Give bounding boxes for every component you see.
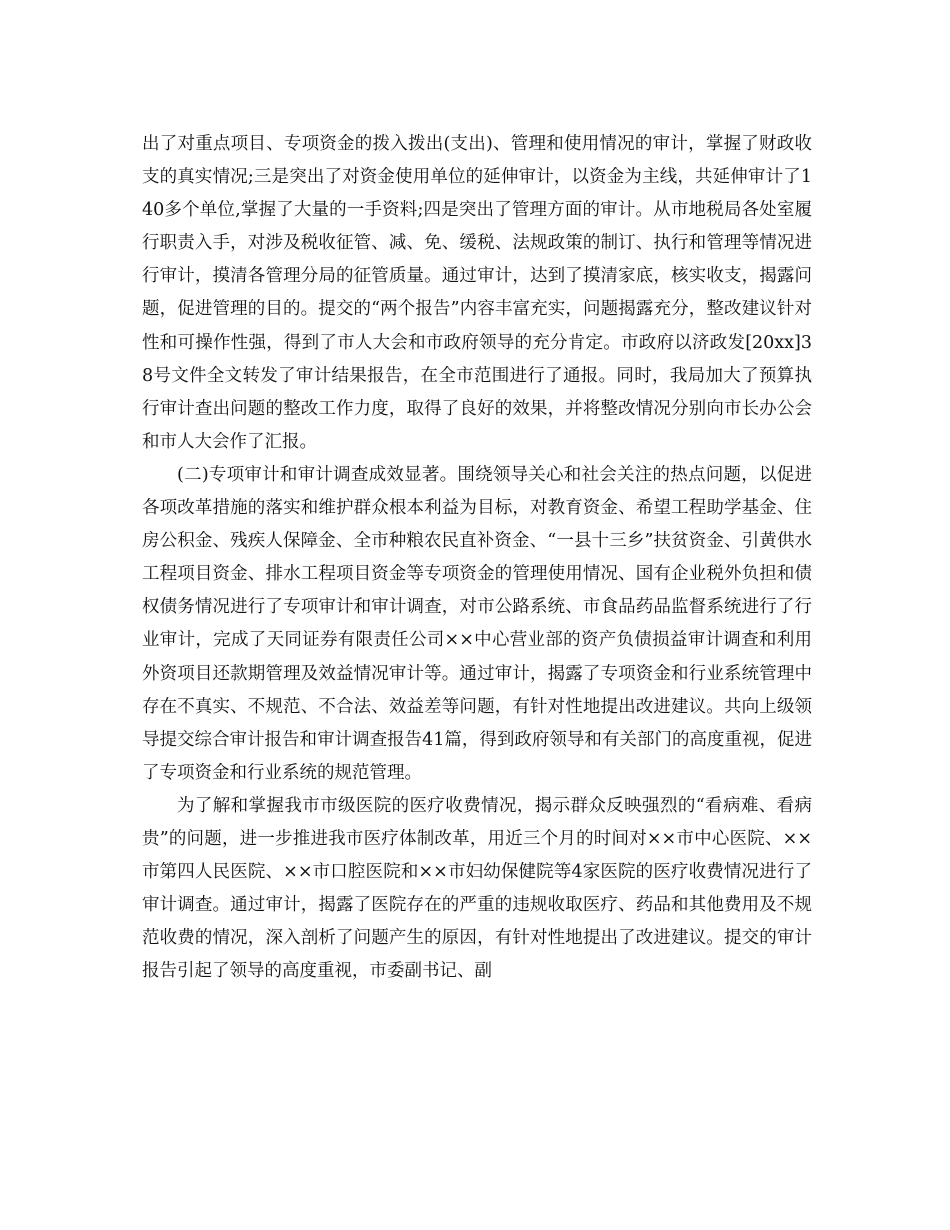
document-body [142, 128, 812, 988]
paragraph-continuation: 出了对重点项目、专项资金的拨入拨出(支出)、管理和使用情况的审计，掌握了财政收支的真实情况;三是突出了对资金使用单位的延伸审计，以资金为主线，共延伸审计了140多个单位,掌握了大量的一手资料;四是突出了管理方面的审计。从市地税局各处室履行职责入手，对涉及税收征管、减、免、缓税、法规政策的制订、执行和管理等情况进行审计，摸清各管理分局的征管质量。通过审计，达到了摸清家底，核实收支，揭露问题，促进管理的目的。提交的“两个报告”内容丰富充实，问题揭露充分，整改建议针对性和可操作性强，得到了市人大会和市政府领导的充分肯定。市政府以济政发[20xx]38号文件全文转发了审计结果报告，在全市范围进行了通报。同时，我局加大了预算执行审计查出问题的整改工作力度，取得了良好的效果，并将整改情况分别向市长办公会和市人大会作了汇报。 [142, 134, 812, 452]
paragraph-special-audit: (二)专项审计和审计调查成效显著。围绕领导关心和社会关注的热点问题，以促进各项改革措施的落实和维护群众根本利益为目标，对教育资金、希望工程助学基金、住房公积金、残疾人保障金、全市种粮农民直补资金、“一县十三乡”扶贫资金、引黄供水工程项目资金、排水工程项目资金等专项资金的管理使用情况、国有企业税外负担和债权债务情况进行了专项审计和审计调查，对市公路系统、市食品药品监督系统进行了行业审计，完成了天同证券有限责任公司××中心营业部的资产负债损益审计调查和利用外资项目还款期管理及效益情况审计等。通过审计，揭露了专项资金和行业系统管理中存在不真实、不规范、不合法、效益差等问题，有针对性地提出改进建议。共向上级领导提交综合审计报告和审计调查报告41篇，得到政府领导和有关部门的高度重视，促进了专项资金和行业系统的规范管理。 [142, 464, 812, 783]
paragraph-hospital-audit: 为了解和掌握我市市级医院的医疗收费情况，揭示群众反映强烈的“看病难、看病贵”的问题，进一步推进我市医疗体制改革，用近三个月的时间对××市中心医院、××市第四人民医院、××市口腔医院和××市妇幼保健院等4家医院的医疗收费情况进行了审计调查。通过审计，揭露了医院存在的严重的违规收取医疗、药品和其他费用及不规范收费的情况，深入剖析了问题产生的原因，有针对性地提出了改进建议。提交的审计报告引起了领导的高度重视，市委副书记、副 [142, 795, 812, 982]
